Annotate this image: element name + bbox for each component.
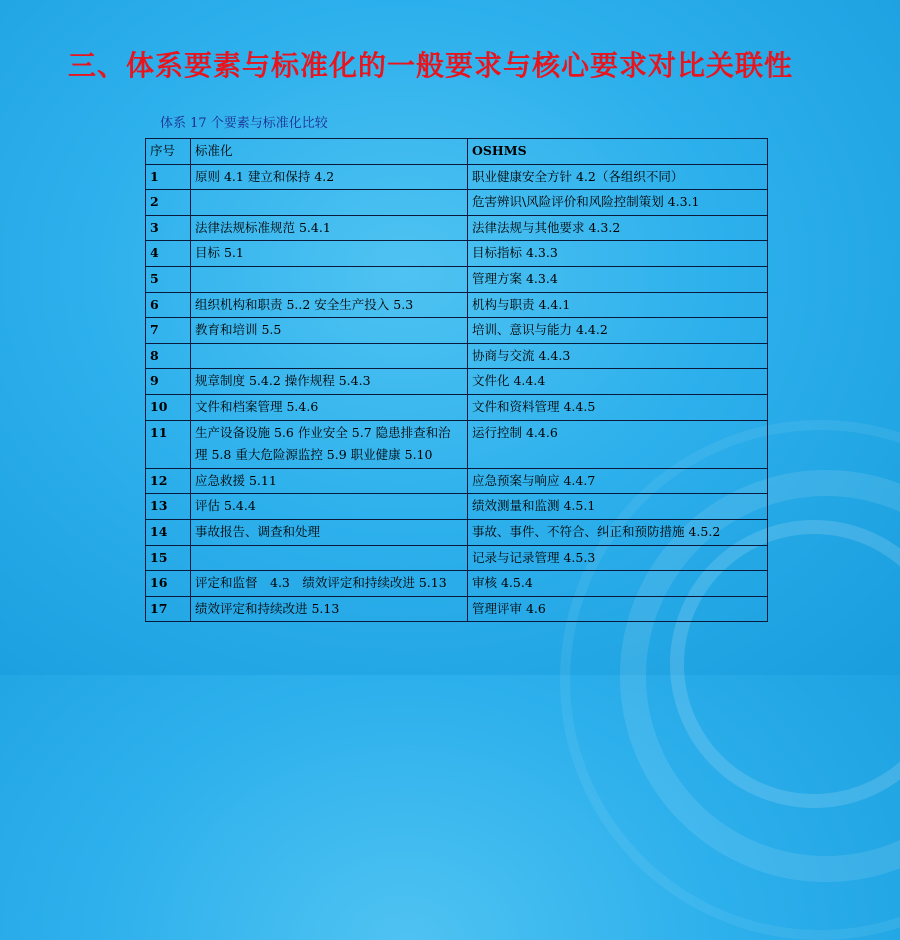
row-standardization: 教育和培训 5.5 <box>191 318 468 344</box>
row-oshms: 危害辨识\风险评价和风险控制策划 4.3.1 <box>468 190 768 216</box>
row-standardization <box>191 266 468 292</box>
row-standardization <box>191 190 468 216</box>
row-oshms: 事故、事件、不符合、纠正和预防措施 4.5.2 <box>468 519 768 545</box>
row-standardization: 绩效评定和持续改进 5.13 <box>191 596 468 622</box>
row-index: 16 <box>146 571 191 597</box>
table-row <box>146 468 768 494</box>
row-standardization: 评估 5.4.4 <box>191 494 468 520</box>
row-standardization: 规章制度 5.4.2 操作规程 5.4.3 <box>191 369 468 395</box>
table-row <box>146 318 768 344</box>
table-row <box>146 571 768 597</box>
table-row <box>146 343 768 369</box>
table-row <box>146 369 768 395</box>
page-title: 三、体系要素与标准化的一般要求与核心要求对比关联性 <box>68 49 794 82</box>
row-oshms: 协商与交流 4.4.3 <box>468 343 768 369</box>
row-index: 2 <box>146 190 191 216</box>
table-caption: 体系 17 个要素与标准化比较 <box>160 116 328 131</box>
row-standardization: 生产设备设施 5.6 作业安全 5.7 隐患排查和治理 5.8 重大危险源监控 5.9 职业健康 5.10 <box>191 420 468 468</box>
row-oshms: 目标指标 4.3.3 <box>468 241 768 267</box>
table-body <box>146 164 768 622</box>
row-standardization: 法律法规标准规范 5.4.1 <box>191 215 468 241</box>
table-row <box>146 292 768 318</box>
row-index: 4 <box>146 241 191 267</box>
row-index: 8 <box>146 343 191 369</box>
row-index: 3 <box>146 215 191 241</box>
comparison-table <box>145 138 768 622</box>
row-oshms: 机构与职责 4.4.1 <box>468 292 768 318</box>
header-index: 序号 <box>146 139 191 165</box>
header-standardization: 标准化 <box>191 139 468 165</box>
table-row <box>146 596 768 622</box>
row-index: 10 <box>146 394 191 420</box>
row-standardization: 原则 4.1 建立和保持 4.2 <box>191 164 468 190</box>
row-standardization <box>191 343 468 369</box>
row-index: 6 <box>146 292 191 318</box>
row-oshms: 文件化 4.4.4 <box>468 369 768 395</box>
table-row <box>146 519 768 545</box>
row-index: 17 <box>146 596 191 622</box>
row-oshms: 绩效测量和监测 4.5.1 <box>468 494 768 520</box>
row-oshms: 职业健康安全方针 4.2（各组织不同） <box>468 164 768 190</box>
header-oshms: OSHMS <box>468 139 768 165</box>
row-index: 13 <box>146 494 191 520</box>
row-index: 11 <box>146 420 191 468</box>
row-index: 1 <box>146 164 191 190</box>
table-row <box>146 420 768 468</box>
table-row <box>146 164 768 190</box>
row-standardization: 文件和档案管理 5.4.6 <box>191 394 468 420</box>
row-index: 7 <box>146 318 191 344</box>
row-standardization: 应急救援 5.11 <box>191 468 468 494</box>
row-oshms: 文件和资料管理 4.4.5 <box>468 394 768 420</box>
row-oshms: 管理评审 4.6 <box>468 596 768 622</box>
table-row <box>146 394 768 420</box>
table-header-row <box>146 139 768 165</box>
table-row <box>146 545 768 571</box>
row-oshms: 运行控制 4.4.6 <box>468 420 768 468</box>
table-row <box>146 494 768 520</box>
table-row <box>146 266 768 292</box>
row-index: 12 <box>146 468 191 494</box>
table-row <box>146 241 768 267</box>
table-row <box>146 215 768 241</box>
row-index: 5 <box>146 266 191 292</box>
row-standardization: 目标 5.1 <box>191 241 468 267</box>
row-oshms: 管理方案 4.3.4 <box>468 266 768 292</box>
row-index: 15 <box>146 545 191 571</box>
row-standardization: 组织机构和职责 5..2 安全生产投入 5.3 <box>191 292 468 318</box>
row-oshms: 应急预案与响应 4.4.7 <box>468 468 768 494</box>
row-oshms: 法律法规与其他要求 4.3.2 <box>468 215 768 241</box>
row-oshms: 审核 4.5.4 <box>468 571 768 597</box>
row-oshms: 记录与记录管理 4.5.3 <box>468 545 768 571</box>
table-row <box>146 190 768 216</box>
row-standardization: 事故报告、调查和处理 <box>191 519 468 545</box>
row-index: 14 <box>146 519 191 545</box>
row-oshms: 培训、意识与能力 4.4.2 <box>468 318 768 344</box>
row-index: 9 <box>146 369 191 395</box>
row-standardization: 评定和监督 4.3 绩效评定和持续改进 5.13 <box>191 571 468 597</box>
row-standardization <box>191 545 468 571</box>
